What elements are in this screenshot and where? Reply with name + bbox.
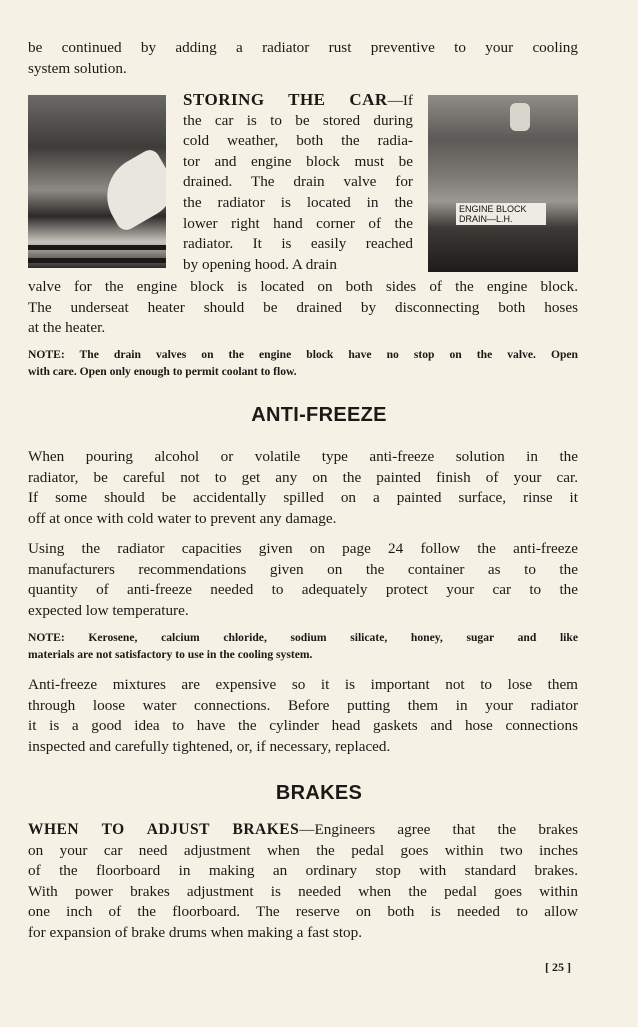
brakes-paragraph: [28, 820, 578, 944]
text-line: it is a good idea to have the cylinder head gaskets and hose connections: [28, 717, 578, 735]
text-line: If some should be accidentally spilled on a painted surface, rinse it: [28, 489, 578, 507]
text-line: system solution.: [28, 59, 127, 77]
text-line: quantity of anti-freeze needed to adequately protect your car to the: [28, 581, 578, 599]
intro-paragraph: [28, 38, 578, 79]
page-number: [ 25 ]: [545, 960, 571, 974]
note-kerosene: [28, 630, 578, 663]
engine-block-drain-photo: [428, 95, 578, 272]
text-line: lower right hand corner of the: [183, 214, 413, 232]
text-line: Anti-freeze mixtures are expensive so it is important not to lose them: [28, 676, 578, 693]
antifreeze-paragraph-1: [28, 447, 578, 529]
text-line: Using the radiator capacities given on page 24 follow the anti-freeze: [28, 540, 578, 557]
photo-stripe: [28, 258, 166, 263]
storing-paragraph: [183, 90, 413, 275]
photo-stripe: [28, 245, 166, 250]
text-line: of the floorboard in making an ordinary stop with standard brakes.: [28, 862, 578, 880]
text-line: through loose water connections. Before putting them in your radiator: [28, 696, 578, 714]
text-line: NOTE: The drain valves on the engine block have no stop on the valve. Open: [28, 348, 578, 361]
text-line: inspected and carefully tightened, or, if necessary, replaced.: [28, 737, 391, 755]
text-line: on your car need adjustment when the pedal goes within two inches: [28, 841, 578, 859]
text-line: radiator. It is easily reached: [183, 235, 413, 253]
text-line: materials are not satisfactory to use in the cooling system.: [28, 647, 313, 661]
text-line: off at once with cold water to prevent any damage.: [28, 509, 337, 527]
text-line: be continued by adding a radiator rust preventive to your cooling: [28, 39, 578, 56]
text-line: With power brakes adjustment is needed when the pedal goes within: [28, 882, 578, 900]
text-line: radiator, be careful not to get any on the painted finish of your car.: [28, 468, 578, 486]
run-in-heading: WHEN TO ADJUST BRAKES: [28, 821, 300, 838]
photo-label-line: DRAIN—L.H.: [459, 214, 513, 224]
hand-graphic: [93, 147, 166, 234]
section-heading-anti-freeze: ANTI-FREEZE: [251, 404, 387, 426]
text-line: with care. Open only enough to permit coolant to flow.: [28, 364, 297, 378]
text-line: valve for the engine block is located on both sides of the engine block.: [28, 278, 578, 295]
note-drain-valves: [28, 347, 578, 380]
text-line: manufacturers recommendations given on the container as to the: [28, 560, 578, 578]
text-line: NOTE: Kerosene, calcium chloride, sodium silicate, honey, sugar and like: [28, 631, 578, 644]
run-in-heading: STORING THE CAR: [183, 90, 388, 109]
text-line: When pouring alcohol or volatile type anti-freeze solution in the: [28, 448, 578, 465]
text-line: for expansion of brake drums when making a fast stop.: [28, 923, 363, 941]
text-line: WHEN TO ADJUST BRAKES—Engineers agree that the brakes: [28, 821, 578, 838]
radiator-drain-photo: [28, 95, 166, 268]
text-line: expected low temperature.: [28, 601, 189, 619]
text-line: tor and engine block must be: [183, 152, 413, 170]
text-line: STORING THE CAR—If: [183, 90, 413, 109]
section-heading-brakes: BRAKES: [275, 782, 363, 804]
antifreeze-paragraph-3: [28, 675, 578, 757]
storing-paragraph-continued: [28, 277, 578, 339]
text-line: by opening hood. A drain: [183, 255, 337, 273]
text-line: The underseat heater should be drained by disconnecting both hoses: [28, 298, 578, 316]
photo-label-line: ENGINE BLOCK: [459, 204, 527, 214]
text-line: at the heater.: [28, 319, 106, 337]
text-line: the car is to be stored during: [183, 111, 413, 129]
text-line: drained. The drain valve for: [183, 173, 413, 191]
bolt-graphic: [510, 103, 530, 131]
text-line: the radiator is located in the: [183, 193, 413, 211]
photo-label: [456, 203, 546, 225]
antifreeze-paragraph-2: [28, 539, 578, 621]
text-line: one inch of the floorboard. The reserve on both is needed to allow: [28, 903, 578, 921]
text-line: cold weather, both the radia-: [183, 132, 413, 150]
